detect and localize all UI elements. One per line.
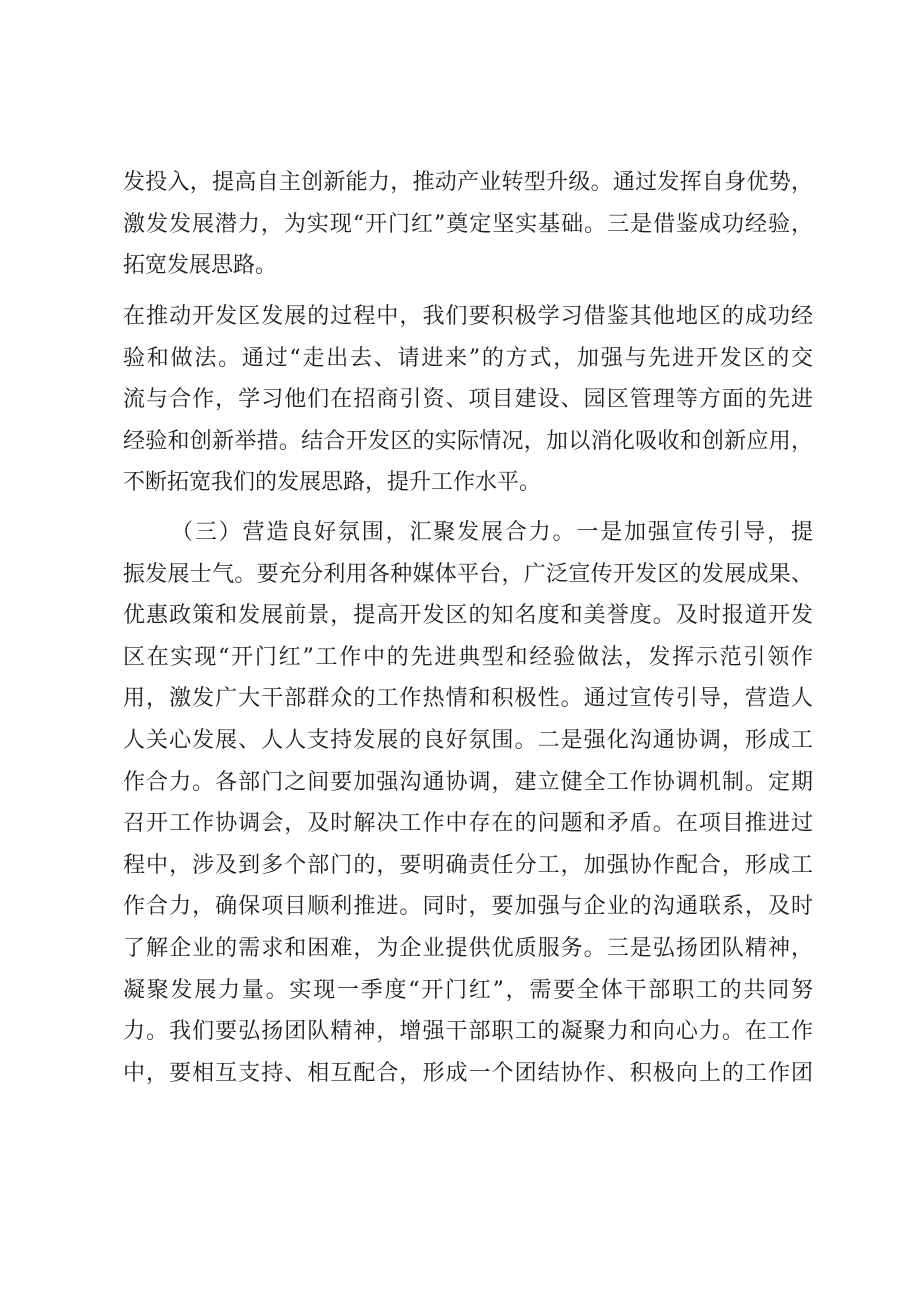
text-line: 经验和创新举措。结合开发区的实际情况，加以消化吸收和创新应用， <box>123 428 813 454</box>
text-line: 拓宽发展思路。 <box>123 253 278 279</box>
text-line: 激发发展潜力，为实现“开门红”奠定坚实基础。三是借鉴成功经验， <box>123 211 813 237</box>
continuation-paragraph <box>123 162 813 287</box>
section-heading-line: （三）营造良好氛围，汇聚发展合力。一是加强宣传引导，提 <box>171 520 813 545</box>
text-line: 不断拓宽我们的发展思路，提升工作水平。 <box>123 470 542 496</box>
text-line: 用，激发广大干部群众的工作热情和积极性。通过宣传引导，营造人 <box>123 686 813 712</box>
text-line: 流与合作，学习他们在招商引资、项目建设、园区管理等方面的先进 <box>123 387 813 413</box>
text-line: 召开工作协调会，及时解决工作中存在的问题和矛盾。在项目推进过 <box>123 811 813 837</box>
text-line: 人关心发展、人人支持发展的良好氛围。二是强化沟通协调，形成工 <box>123 727 813 753</box>
text-line: 中，要相互支持、相互配合，形成一个团结协作、积极向上的工作团 <box>123 1060 813 1086</box>
text-line: 区在实现“开门红”工作中的先进典型和经验做法，发挥示范引领作 <box>123 644 813 670</box>
text-line: 作合力，确保项目顺利推进。同时，要加强与企业的沟通联系，及时 <box>123 894 813 920</box>
section-three-paragraph <box>123 512 813 1094</box>
text-line: 程中，涉及到多个部门的，要明确责任分工，加强协作配合，形成工 <box>123 852 813 878</box>
text-line: 发投入，提高自主创新能力，推动产业转型升级。通过发挥自身优势， <box>123 170 813 195</box>
text-line: 作合力。各部门之间要加强沟通协调，建立健全工作协调机制。定期 <box>123 769 813 795</box>
text-line: 优惠政策和发展前景，提高开发区的知名度和美誉度。及时报道开发 <box>123 603 813 629</box>
text-line: 振发展士气。要充分利用各种媒体平台，广泛宣传开发区的发展成果、 <box>123 561 813 587</box>
text-line: 验和做法。通过“走出去、请进来”的方式，加强与先进开发区的交 <box>123 345 813 371</box>
text-line: 凝聚发展力量。实现一季度“开门红”，需要全体干部职工的共同努 <box>123 977 813 1003</box>
text-line: 力。我们要弘扬团队精神，增强干部职工的凝聚力和向心力。在工作 <box>123 1019 813 1045</box>
text-line: 在推动开发区发展的过程中，我们要积极学习借鉴其他地区的成功经 <box>123 304 813 329</box>
borrow-experience-paragraph <box>123 296 813 504</box>
text-line: 了解企业的需求和困难，为企业提供优质服务。三是弘扬团队精神， <box>123 935 813 961</box>
